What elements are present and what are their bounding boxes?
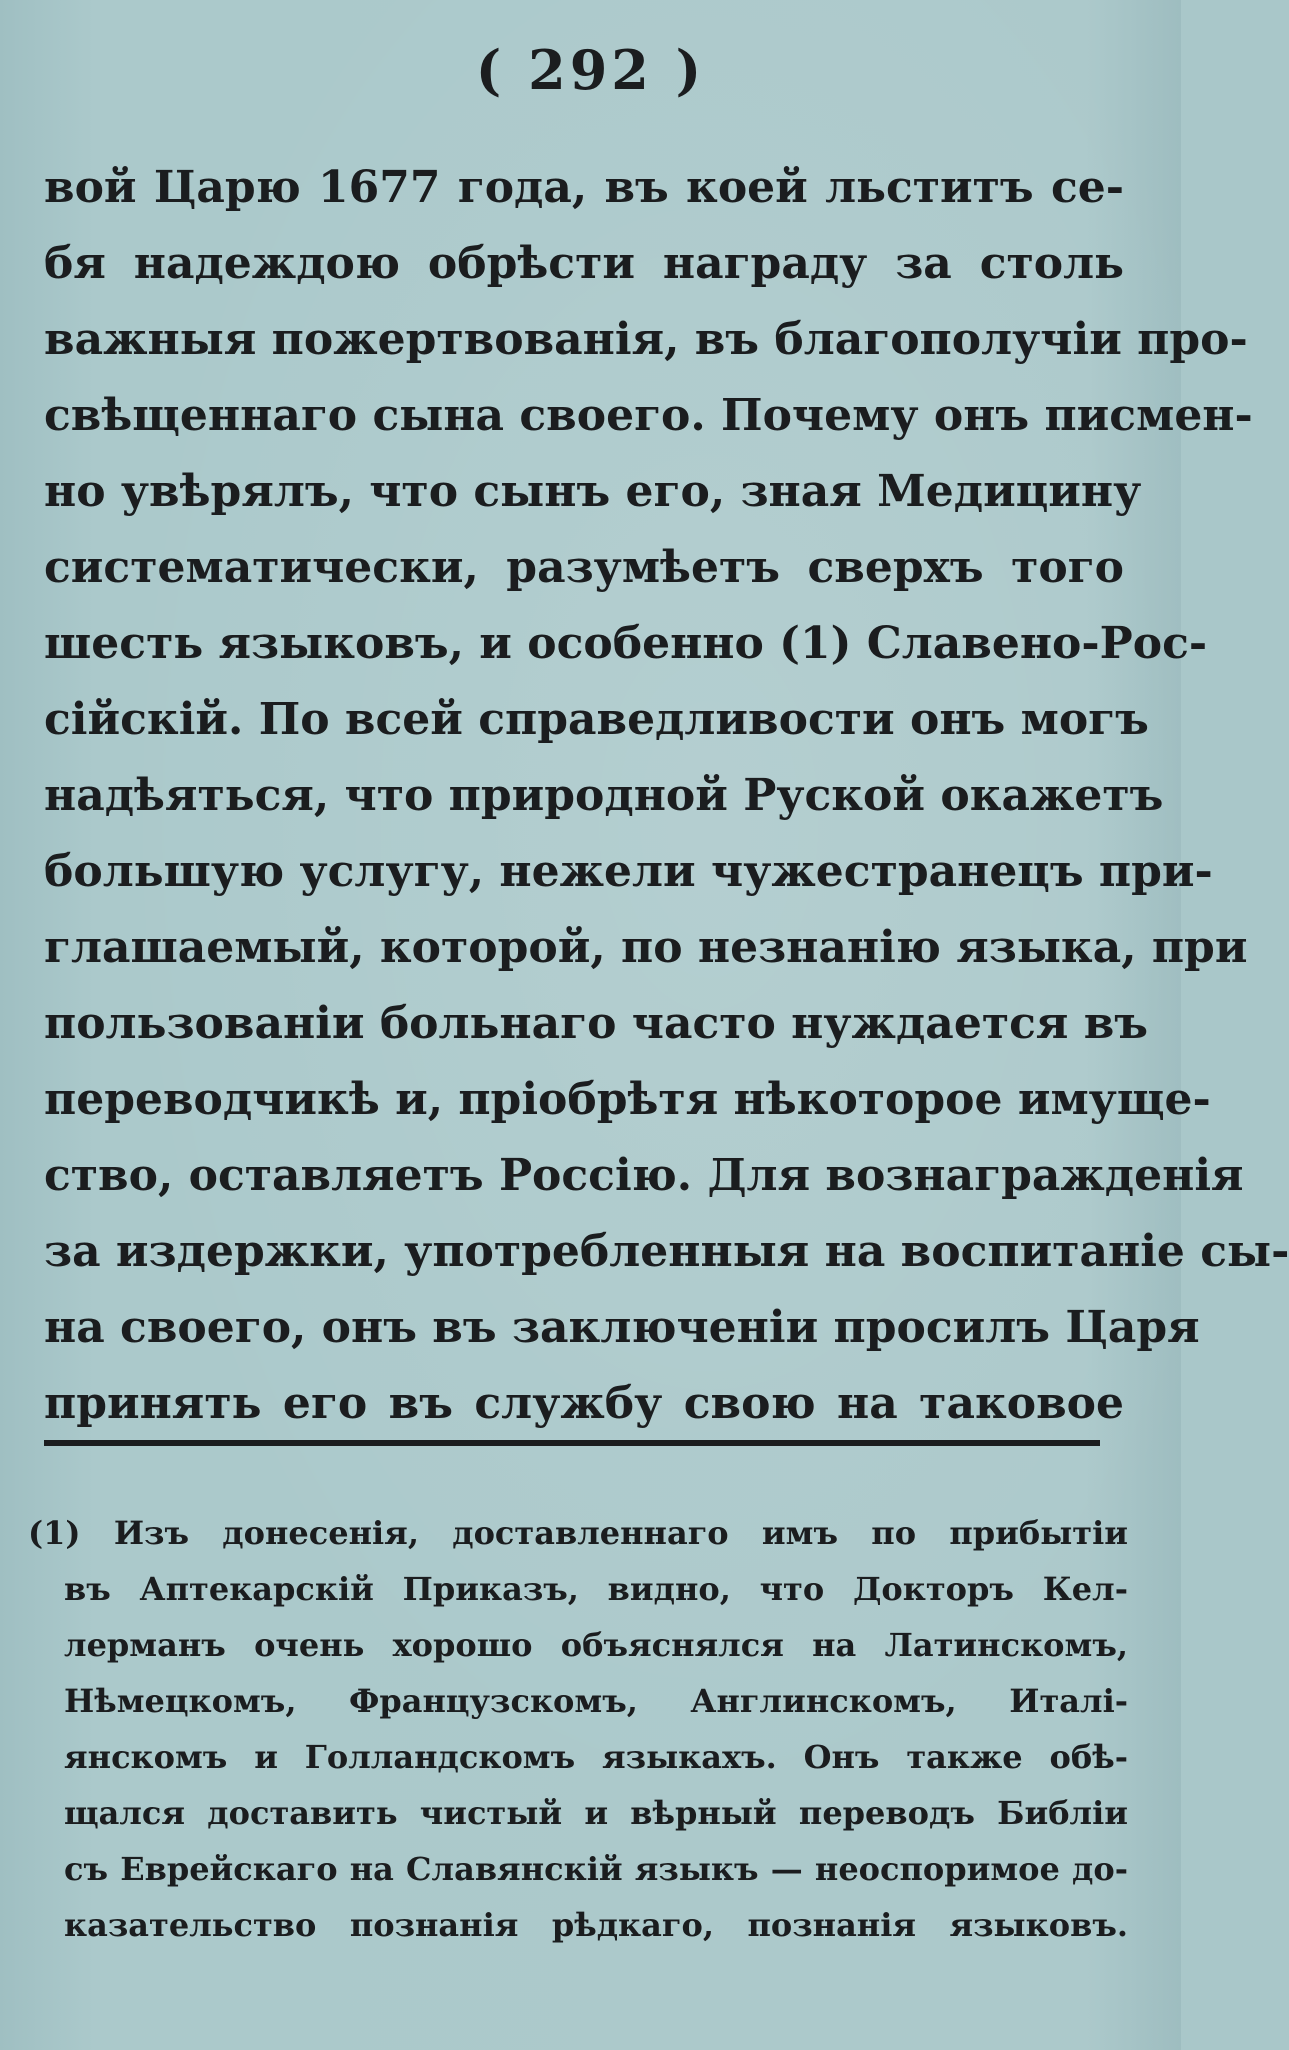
text-line: важныя пожертвованія, въ благополучіи про- [44,314,1248,365]
footnote-divider [44,1440,1100,1446]
footnote-line: казательство познанія рѣдкаго, познанія языковъ. [64,1906,1128,1944]
footnote-line: Нѣмецкомъ, Французскомъ, Англинскомъ, Италі- [64,1682,1128,1720]
text-line: вой Царю 1677 года, въ коей льститъ се- [44,162,1124,213]
footnote-line: лерманъ очень хорошо объяснялся на Латинскомъ, [64,1626,1128,1664]
text-line: переводчикѣ и, пріобрѣтя нѣкоторое имуще- [44,1074,1211,1125]
text-line: свѣщеннаго сына своего. Почему онъ писмен- [44,390,1253,441]
text-line: пользованіи больнаго часто нуждается въ [44,998,1149,1049]
text-line: бя надеждою обрѣсти награду за столь [44,238,1124,289]
footnote-line: (1) Изъ донесенія, доставленнаго имъ по прибытіи [28,1514,1128,1552]
text-line: принять его въ службу свою на таковое [44,1378,1124,1429]
footnote-line: въ Аптекарскій Приказъ, видно, что Докторъ Кел- [64,1570,1128,1608]
footnote-block [28,1505,1128,1953]
text-line: но увѣрялъ, что сынъ его, зная Медицину [44,466,1142,517]
text-line: шесть языковъ, и особенно (1) Славено-Рос- [44,618,1208,669]
footnote-line: янскомъ и Голландскомъ языкахъ. Онъ также обѣ- [64,1738,1128,1776]
main-text-block [44,150,1289,1442]
text-line: сійскій. По всей справедливости онъ могъ [44,694,1149,745]
text-line: глашаемый, которой, по незнанію языка, при [44,922,1248,973]
text-line: большую услугу, нежели чужестранецъ при- [44,846,1213,897]
text-line: на своего, онъ въ заключеніи просилъ Царя [44,1302,1200,1353]
text-line: систематически, разумѣетъ сверхъ того [44,542,1124,593]
text-line: за издержки, употребленныя на воспитаніе сы- [44,1226,1289,1277]
footnote-line: съ Еврейскаго на Славянскій языкъ — неоспоримое до- [64,1850,1128,1888]
text-line: ство, оставляетъ Россію. Для вознагражденія [44,1150,1244,1201]
footnote-line: щался доставить чистый и вѣрный переводъ Библіи [64,1794,1128,1832]
text-line: надѣяться, что природной Руской окажетъ [44,770,1164,821]
page-number: ( 292 ) [475,38,706,102]
